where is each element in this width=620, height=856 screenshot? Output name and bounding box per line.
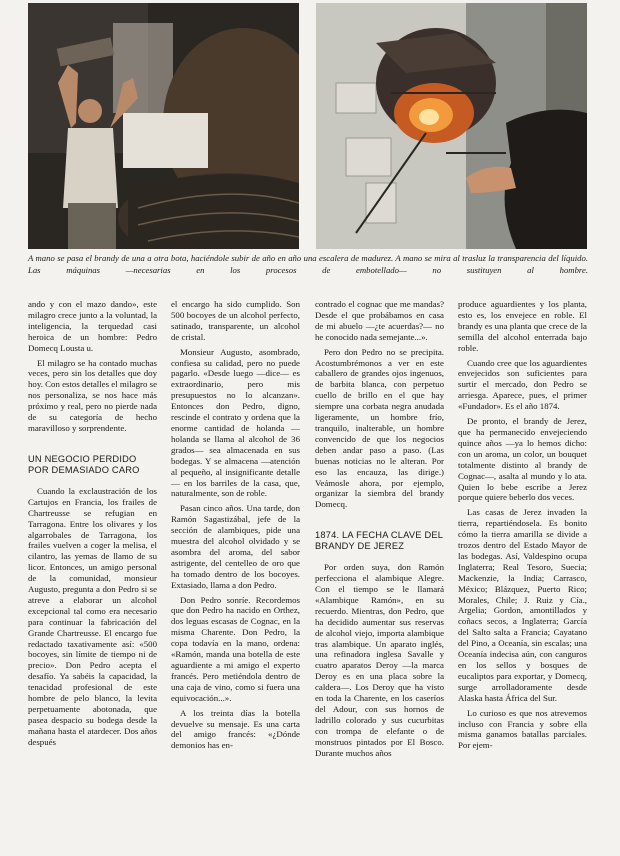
bodega-worker-image <box>28 3 299 249</box>
paragraph: A los treinta días la botella devuelve su mensaje. Es una carta del amigo francés: «¿Dónde demonios has en- <box>171 707 300 751</box>
paragraph: Pasan cinco años. Una tarde, don Ramón Sagastizábal, jefe de la sección de alambiques, pide una muestra del alcohol olvidado y se asombra del aroma, del sabor astrigente, del centelleo de oro que ha tomado dentro de los bocoyes. Extasiado, llama a don Pedro. <box>171 503 300 590</box>
paragraph: Monsieur Augusto, asombrado, confiesa su calidad, pero no puede pagarlo. «Desde luego —dice— es extraordinario, pero mis presupuestos no lo alcanzan». Entonces don Pedro, digno, rescinde el contrato y ordena que la enorme cantidad de holanda —holanda se llama al alcohol de 36 grados— sea almacenada en sus bodegas. Y se almacena —atención al pequeño, al insignificante detalle— en los barriles de la casa, que, naturalmente, son de roble. <box>171 346 300 499</box>
article-column-1 <box>28 299 157 748</box>
article-column-4 <box>458 299 587 751</box>
paragraph: ando y con el mazo dando», este milagro crece junto a la voluntad, la inteligencia, la terquedad casi heroica de un hombre: Pedro Domecq Lousta u. <box>28 299 157 353</box>
paragraph: Lo curioso es que nos atrevemos incluso con Francia y sobre ella misma ganamos batallas parciales. Por ejem- <box>458 707 587 751</box>
paragraph: Pero don Pedro no se precipita. Acostumbrémonos a ver en este caballero de grandes ojos ingenuos, de barbita blanca, con perpetuo cuello de brillo en el que hay siempre una corbata negra anudada ligeramente, un hombre frío, tranquilo, inalterable, un hombre convencido de que los negocios deben andar paso a paso. (Las buenas noticias no le alteran. Por eso las encauza, las dirige.) Veámosle ahora, por ejemplo, organizar la siembra del brandy Domecq. <box>315 346 444 510</box>
paragraph: Cuando la exclaustración de los Cartujos en Francia, los frailes de Chartreusse se refugian en Tarragona. Entre los olivares y los algarrobales de Tarragona, los frailes vuelven a coger la melisa, el cilantro, las yemas de llamo de su licor. Entonces, un amigo personal de la comunidad, monsieur Augusto, pregunta a don Pedro si se atreve a elaborar un alcohol excepcional tal como era necesario para continuar la fabricación del Grande Chartreusse. El encargo fue redactado taxativamente así: «500 bocoyes, sin límite de tiempo ni de precio». Don Pedro acepta el desafío. Ya sabéis la capacidad, la tenacidad profesional de este hombre de pelo blanco, la levita perpetuamente abotonada, que pasea despacio su bodega desde la mañana hasta el atardecer. Dos años después <box>28 485 157 747</box>
article-column-2 <box>171 299 300 751</box>
paragraph: Por orden suya, don Ramón perfecciona el alambique Alegre. Con el tiempo se le llamará «Alambique Ramón», en su recuerdo. Mientras, don Pedro, que ha decidido aumentar sus reservas de alcohol viejo, importa alambique tras alambique. Un aparato inglés, una refinadora inglesa Savalle y cuatro aparatos Deroy —la marca Deroy es en una placa sobre la caldera—. Los Deroy que ha visto en toda la Charente, en los caseríos del Adour, con sus hornos de ladrillo colorado y sus cucurbitas con trompa de elefante o de monstruos pintados por El Bosco. Durante muchos años <box>315 562 444 758</box>
paragraph: produce aguardientes y los planta, esto es, los envejece en roble. El brandy es una planta que crece de la semilla del alcohol enterrada bajo roble. <box>458 299 587 353</box>
paragraph: De pronto, el brandy de Jerez, que ha permanecido envejeciendo quince años —ya lo hemos dicho: con un aroma, un color, un bouquet totalmente distinto al brandy de Cognac—, asalta al mundo y lo ata. Quien lo bebe escribe a Jerez porque quiere beberlo dos veces. <box>458 416 587 503</box>
paragraph: el encargo ha sido cumplido. Son 500 bocoyes de un alcohol perfecto, satinado, transparente, un alcohol de cristal. <box>171 299 300 342</box>
paragraph: contrado el cognac que me mandas? Desde el que probábamos en casa de mi abuelo —¿te acuerdas?— no he conocido nada semejante...». <box>315 299 444 342</box>
section-heading: 1874. LA FECHA CLAVE DEL BRANDY DE JEREZ <box>315 530 443 552</box>
paragraph: Don Pedro sonríe. Recordemos que don Pedro ha nacido en Orthez, dos leguas escasas de Cognac, en la misma Charente. Don Pedro, la copa todavía en la mano, ordena: «Ramón, manda una botella de este aguardiente a mi amigo el experto francés. Pero metiéndola dentro de una caja de vino, como si fuera una equivocación...». <box>171 594 300 703</box>
photo-distillery <box>316 3 587 249</box>
photo-caption: A mano se pasa el brandy de una a otra bota, haciéndole subir de año en año una escalera de madurez. A mano se mira al trasluz la transparencia del líquido. Las máquinas —necesarias en los procesos de embotellado— no sustituyen al hombre. <box>28 253 588 275</box>
paragraph: Las casas de Jerez invaden la tierra, repartiéndosela. Es bonito cómo la tierra amarilla se divide a trozos dentro del Estado Mayor de las bodegas. Así, Valdespino ocupa Inglaterra; Real Tesoro, Suecia; Mackenzie, la India; Carrasco, México; Blázquez, Puerto Rico; Morales, Chile; J. Ruiz y Cía., Argelia; Gordon, amontillados y coñacs secos, a Inglaterra; García del Salto salta a Francia; Cayatano del Pino, a Oceanía, sin escalas; una Oceanía indecisa aún, con canguros en los sellos y bosques de eucaliptos para exportar, y Domecq, surge arrolladoramente desde Alaska hasta África del Sur. <box>458 507 587 703</box>
article-column-3 <box>315 299 444 759</box>
paragraph: El milagro se ha contado muchas veces, pero sin los detalles que doy hoy. Con estos detalles el milagro se nos personaliza, se nos hace más próximo y real, pero no pierde nada de su categoría de hecho maravilloso y sorprendente. <box>28 357 157 433</box>
section-heading: UN NEGOCIO PERDIDO POR DEMASIADO CARO <box>28 453 140 475</box>
paragraph: Cuando cree que los aguardientes envejecidos son suficientes para surtir el mercado, don Pedro se arriesga. Aparece, pues, el primer «Fundador». Es el año 1874. <box>458 357 587 412</box>
distillery-image <box>316 3 587 249</box>
photo-bodega-worker <box>28 3 299 249</box>
